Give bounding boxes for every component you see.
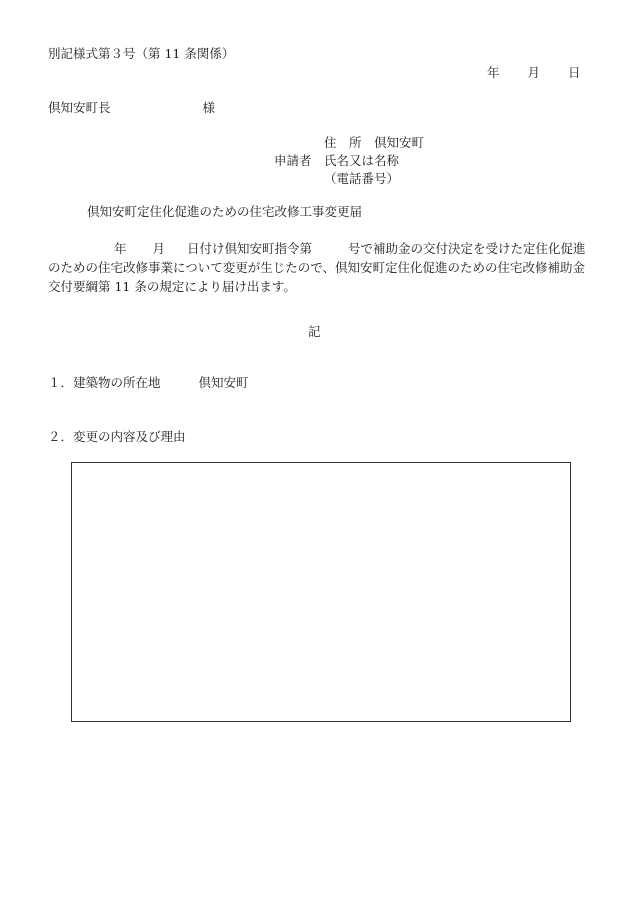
body-date-ref: 日付け倶知安町指令第 [187, 241, 313, 256]
item-location-value: 倶知安町 [198, 375, 249, 390]
address-value: 倶知安町 [374, 135, 425, 150]
item-change [48, 431, 186, 444]
applicant-label: 申請者 [274, 153, 312, 168]
form-number: 別記様式第３号（第 11 条関係） [48, 46, 235, 61]
item-change-label: ２．変更の内容及び理由 [48, 429, 186, 444]
body-year: 年 [114, 241, 127, 256]
ki-heading: 記 [308, 324, 321, 339]
addressee [48, 102, 215, 115]
body-month: 月 [152, 241, 166, 256]
applicant-block [274, 137, 424, 191]
item-location [48, 377, 249, 390]
change-reason-box[interactable] [71, 462, 571, 722]
date-month: 月 [527, 65, 541, 80]
item-location-label: １．建築物の所在地 [48, 375, 161, 390]
address-key: 住 所 [324, 135, 362, 150]
date-line [487, 67, 581, 80]
document-title: 倶知安町定住化促進のための住宅改修工事変更届 [87, 204, 363, 219]
date-year: 年 [487, 65, 500, 80]
body-number-suffix: 号で補助金の交付決定を受けた定住化促進のための住宅改修事業について変更が生じたので、倶知安町定住化促進のための住宅改修補助金交付要綱第 11 条の規定により届け出ます。 [48, 241, 586, 294]
addressee-honorific: 様 [202, 100, 216, 115]
name-key: 氏名又は名称 [324, 153, 400, 168]
addressee-name: 倶知安町長 [48, 100, 111, 115]
date-day: 日 [568, 65, 581, 80]
phone-key: （電話番号） [324, 171, 400, 186]
body-text [48, 239, 586, 296]
